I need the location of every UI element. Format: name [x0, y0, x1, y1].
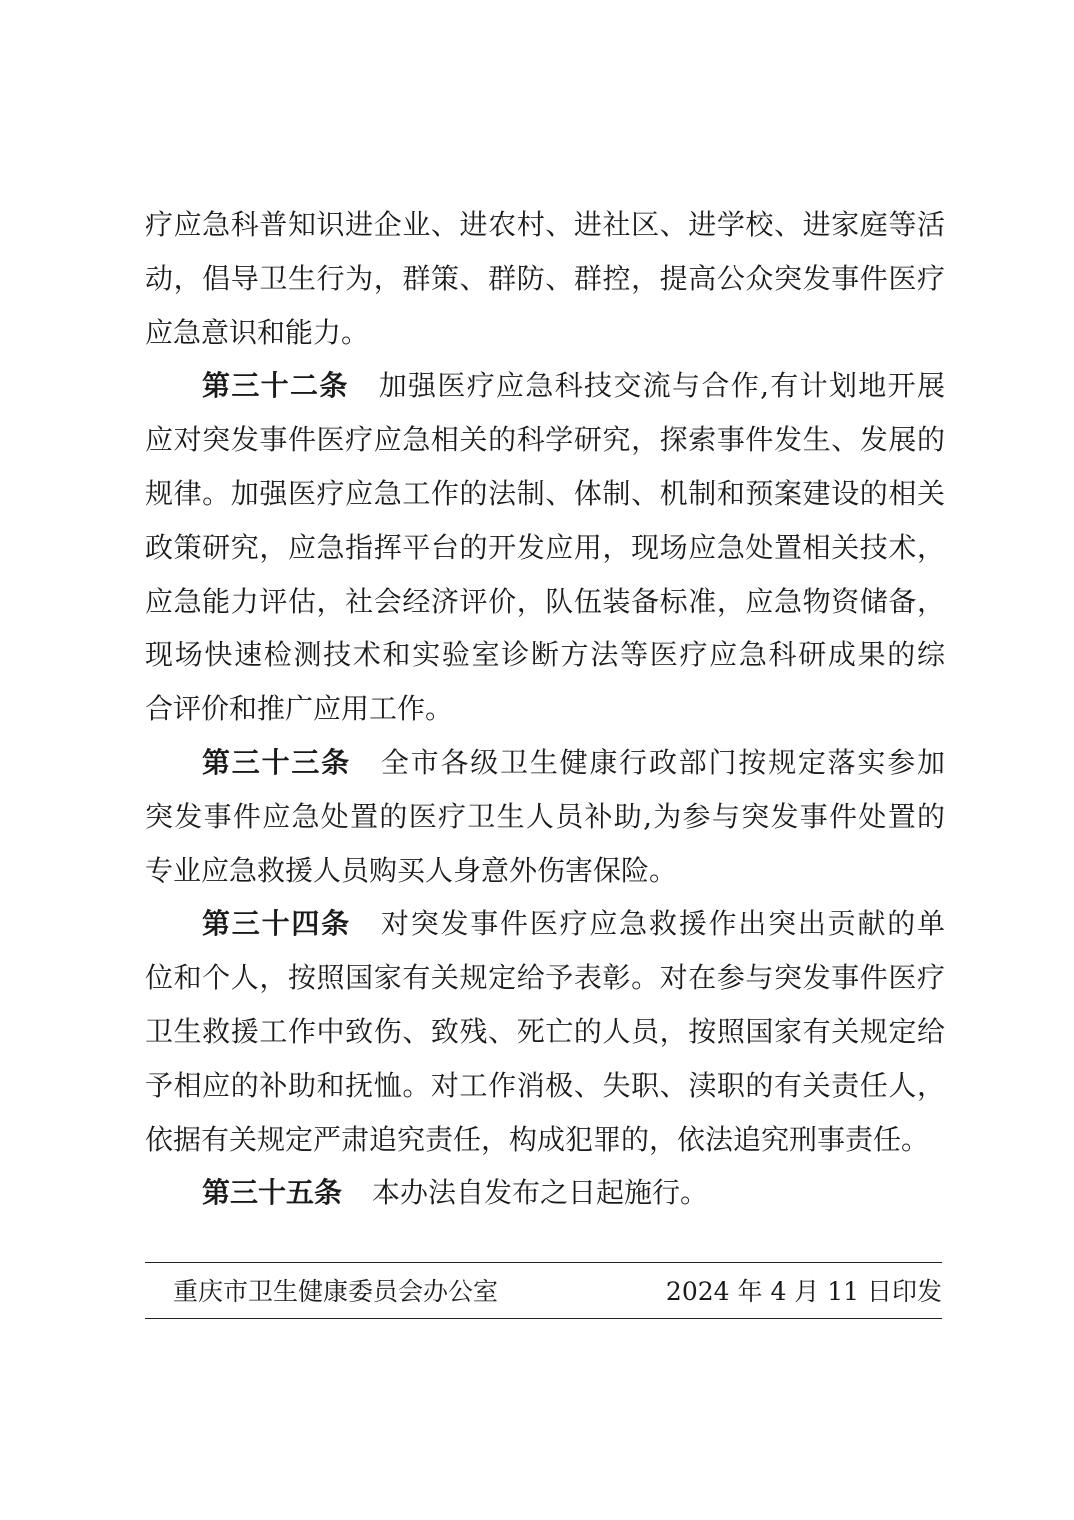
- article-text: 对突发事件医疗应急救援作出突出贡献的单: [380, 907, 945, 941]
- paragraph-line: 卫生救援工作中致伤、致残、死亡的人员，按照国家有关规定给: [145, 1014, 945, 1048]
- footer-top-rule: [145, 1262, 942, 1263]
- document-body: [145, 198, 945, 1220]
- article-35-heading-line: [145, 1166, 945, 1220]
- article-33-heading-line: [145, 736, 945, 790]
- article-32-heading-line: [145, 359, 945, 413]
- article-text: 加强医疗应急科技交流与合作,有计划地开展: [378, 369, 945, 403]
- paragraph-line: 应急意识和能力。: [145, 315, 370, 349]
- paragraph-line: 合评价和推广应用工作。: [145, 692, 454, 726]
- paragraph-line: 予相应的补助和抚恤。对工作消极、失职、渎职的有关责任人，: [145, 1068, 945, 1102]
- paragraph-line: 疗应急科普知识进企业、进农村、进社区、进学校、进家庭等活: [145, 208, 945, 241]
- issue-date: 2024 年 4 月 11 日印发: [665, 1277, 942, 1306]
- article-number: 第三十三条: [202, 745, 351, 779]
- paragraph-line: 现场快速检测技术和实验室诊断方法等医疗应急科研成果的综: [145, 638, 945, 672]
- article-number: 第三十五条: [202, 1176, 343, 1210]
- article-text: 全市各级卫生健康行政部门按规定落实参加: [380, 745, 945, 779]
- issuance-footer: [145, 1268, 942, 1316]
- paragraph-line: 规律。加强医疗应急工作的法制、体制、机制和预案建设的相关: [145, 476, 945, 510]
- paragraph-line: 专业应急救援人员购买人身意外伤害保险。: [145, 853, 678, 887]
- paragraph-line: 动，倡导卫生行为，群策、群防、群控，提高公众突发事件医疗: [145, 261, 945, 295]
- paragraph-line: 突发事件应急处置的医疗卫生人员补助,为参与突发事件处置的: [145, 799, 945, 833]
- article-number: 第三十二条: [202, 369, 349, 403]
- issuing-office: 重庆市卫生健康委员会办公室: [173, 1277, 499, 1306]
- article-text: 本办法自发布之日起施行。: [372, 1176, 709, 1210]
- paragraph-line: 位和个人，按照国家有关规定给予表彰。对在参与突发事件医疗: [145, 961, 945, 995]
- paragraph-line: 政策研究，应急指挥平台的开发应用，现场应急处置相关技术，: [145, 530, 945, 564]
- paragraph-line: 依据有关规定严肃追究责任，构成犯罪的，依法追究刑事责任。: [145, 1122, 930, 1156]
- paragraph-line: 应对突发事件医疗应急相关的科学研究，探索事件发生、发展的: [145, 423, 945, 457]
- paragraph-line: 应急能力评估，社会经济评价，队伍装备标准，应急物资储备，: [145, 584, 945, 618]
- article-number: 第三十四条: [202, 907, 351, 941]
- article-34-heading-line: [145, 897, 945, 951]
- footer-bottom-rule: [145, 1318, 942, 1319]
